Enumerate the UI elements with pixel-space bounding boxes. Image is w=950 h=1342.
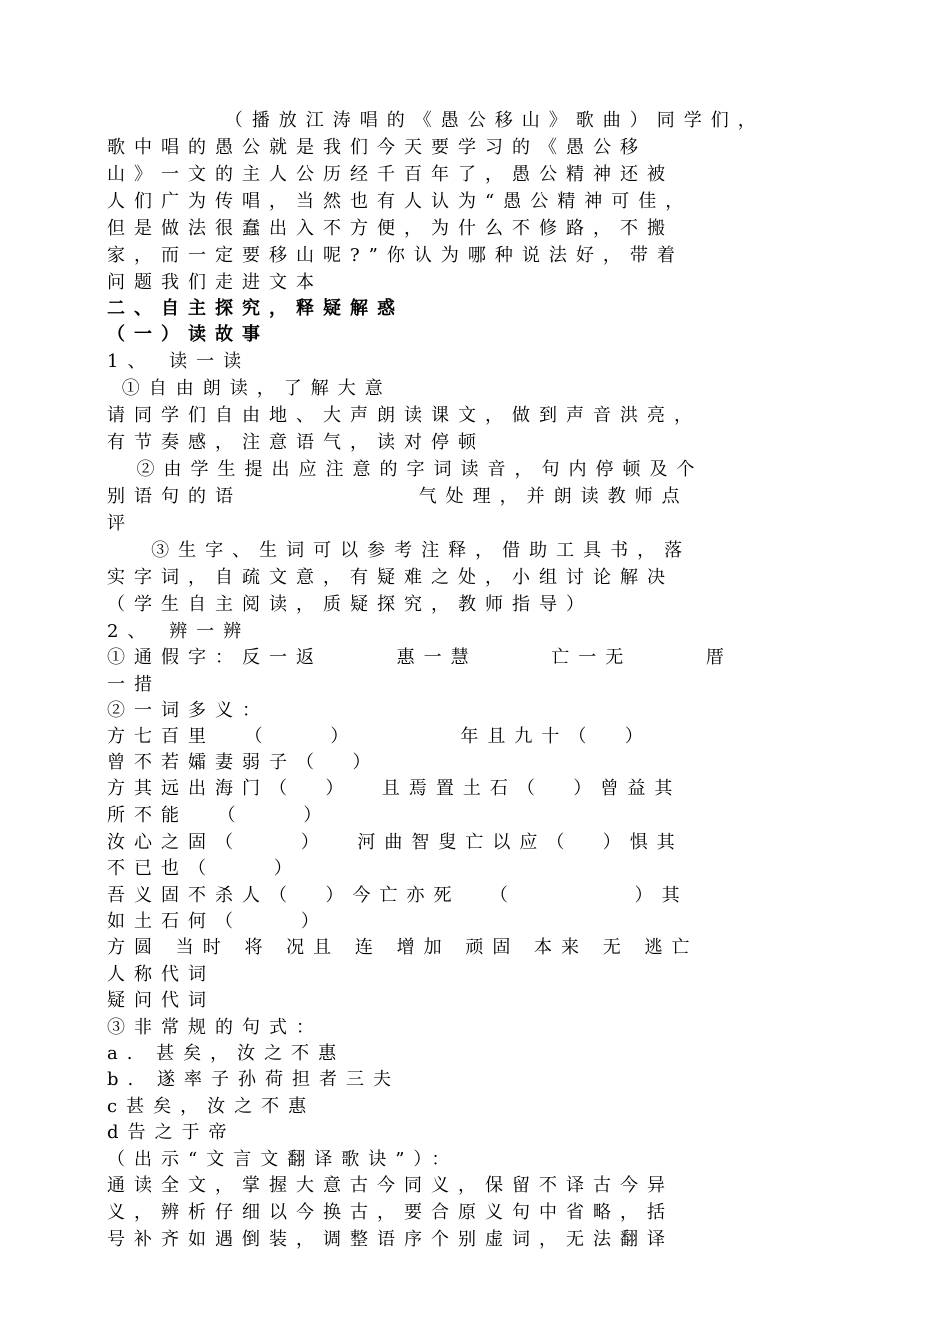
text-line: 人们广为传唱，当然也有人认为“愚公精神可佳， (107, 191, 693, 212)
text-line: ①自由朗读，了解大意 (107, 378, 392, 399)
text-line: a. 甚矣，汝之不惠 (107, 1043, 346, 1064)
text-line: ②由学生提出应注意的字词读音，句内停顿及个 (107, 459, 704, 480)
text-line: 问题我们走进文本 (107, 272, 323, 293)
text-line: ③生字、生词可以参考注释，借助工具书，落 (107, 540, 692, 561)
text-line: 歌中唱的愚公就是我们今天要学习的《愚公移 (107, 137, 647, 158)
text-line: 但是做法很蠢出入不方便，为什么不修路，不搬 (107, 218, 674, 239)
text-line: （播放江涛唱的《愚公移山》歌曲）同学们， (107, 110, 765, 131)
text-line: 有节奏感，注意语气，读对停顿 (107, 432, 485, 453)
text-line: 吾义固不杀人（ ）今亡亦死 （ ）其 (107, 885, 689, 906)
text-line: 方圆 当时 将 况且 连 增加 顽固 本来 无 逃亡 (107, 937, 699, 958)
text-line: 评 (107, 513, 134, 534)
text-line: 请同学们自由地、大声朗读课文，做到声音洪亮， (107, 405, 701, 426)
text-line: （出示“文言文翻译歌诀”）： (107, 1149, 459, 1170)
text-line: 疑问代词 (107, 990, 215, 1011)
text-line: b. 遂率子孙荷担者三夫 (107, 1069, 400, 1090)
text-line: ③非常规的句式： (107, 1017, 323, 1038)
text-line: 方其远出海门（ ） 且焉置土石（ ）曾益其 (107, 778, 682, 799)
text-line: c甚矣，汝之不惠 (107, 1096, 316, 1117)
text-line: 曾不若孀妻弱子（ ） (107, 752, 380, 773)
text-line: 所不能 （ ） (107, 805, 331, 826)
text-line: d告之于帝 (107, 1122, 236, 1143)
text-line: 人称代词 (107, 964, 215, 985)
text-line: ②一词多义： (107, 700, 269, 721)
text-line: 2、 辨一辨 (107, 621, 251, 642)
text-line: 山》一文的主人公历经千百年了，愚公精神还被 (107, 164, 674, 185)
text-line: ①通假字：反一返 惠一慧 亡一无 厝 (107, 647, 733, 668)
text-line: 别语句的语 气处理，并朗读教师点 (107, 486, 689, 507)
section-heading: 二、自主探究，释疑解惑 (107, 298, 404, 319)
section-heading: （一）读故事 (107, 324, 269, 345)
text-line: 不已也（ ） (107, 858, 301, 879)
text-line: 家，而一定要移山呢?”你认为哪种说法好，带着 (107, 245, 684, 266)
text-line: 汝心之固（ ） 河曲智叟亡以应（ ）惧其 (107, 832, 684, 853)
text-line: 义，辨析仔细以今换古，要合原义句中省略，括 (107, 1202, 674, 1223)
text-line: 实字词，自疏文意，有疑难之处，小组讨论解决 (107, 567, 674, 588)
text-line: 1、 读一读 (107, 351, 251, 372)
text-line: 如土石何（ ） (107, 911, 328, 932)
text-line: 号补齐如遇倒装，调整语序个别虚词，无法翻译 (107, 1229, 674, 1250)
text-line: 方七百里 （ ） 年且九十（ ） (107, 726, 652, 747)
text-line: 通读全文，掌握大意古今同义，保留不译古今异 (107, 1175, 674, 1196)
text-line: （学生自主阅读，质疑探究，教师指导） (107, 594, 593, 615)
text-line: 一措 (107, 674, 161, 695)
